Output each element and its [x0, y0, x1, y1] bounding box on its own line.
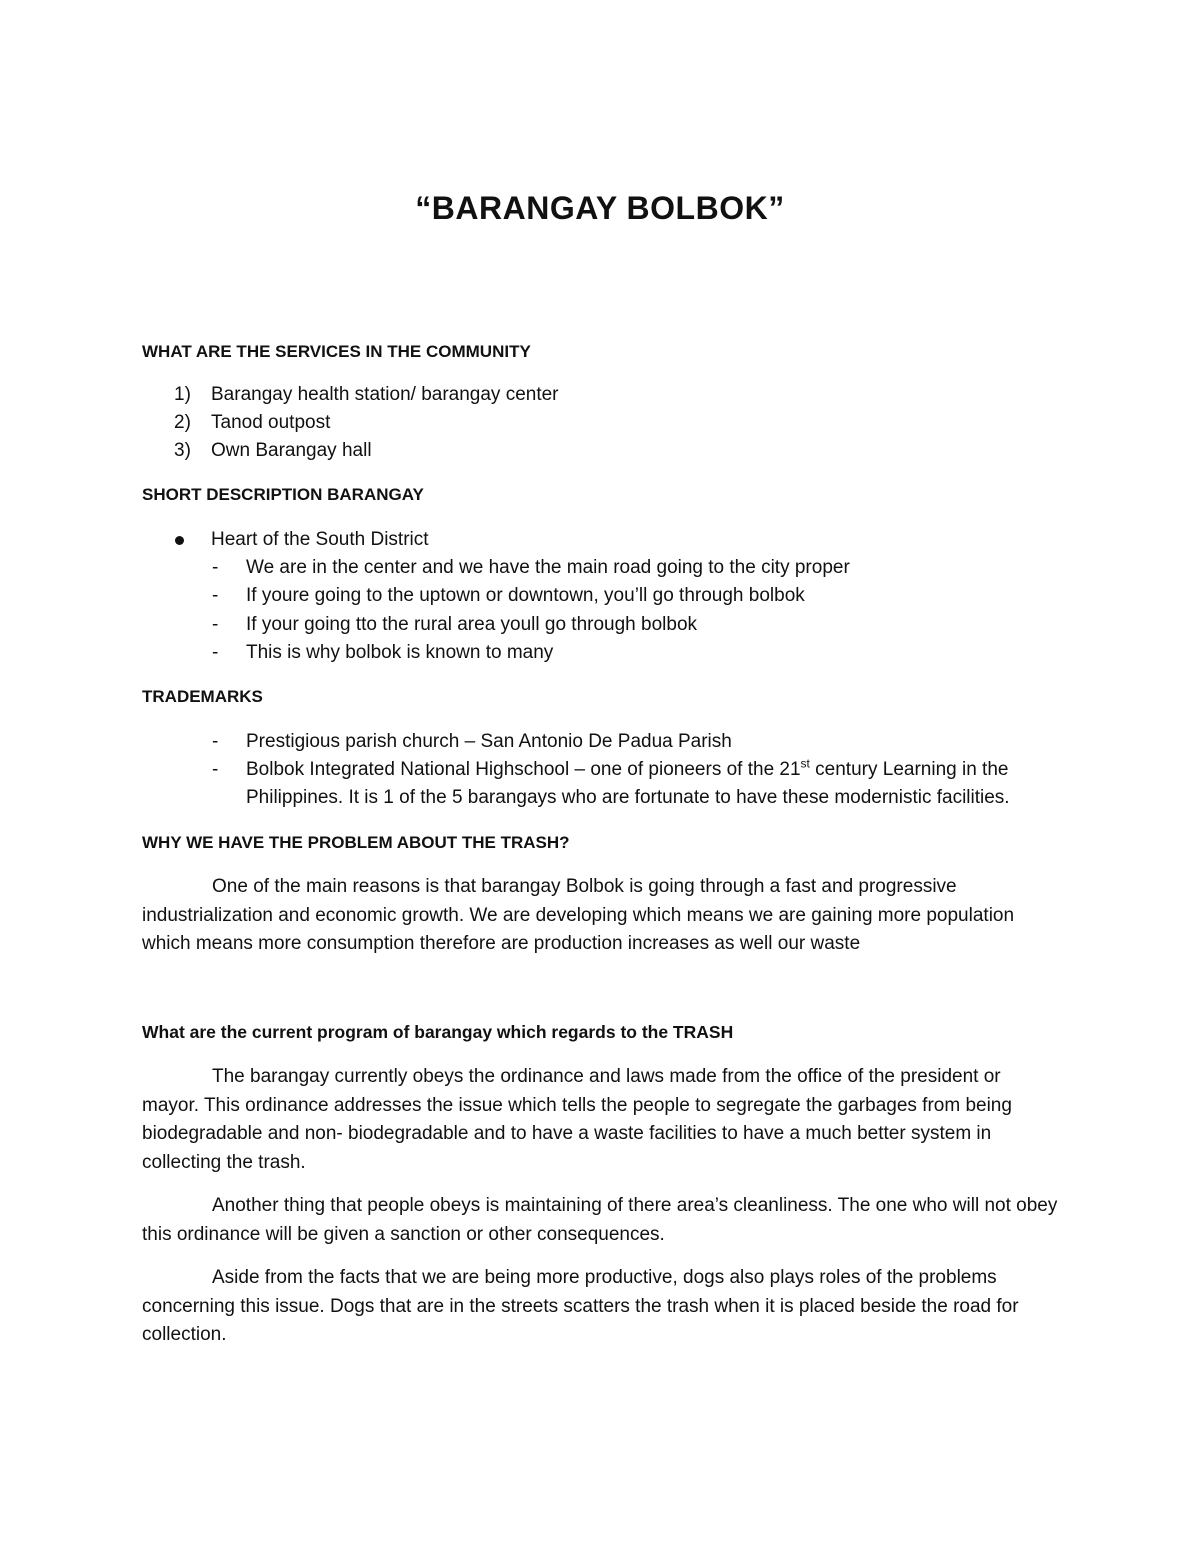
dash-marker: -	[212, 557, 219, 578]
dash-marker: -	[212, 614, 219, 635]
description-heading: SHORT DESCRIPTION BARANGAY	[142, 485, 424, 504]
current-program-paragraph-2: Another thing that people obeys is maintaining of there area’s cleanliness. The one who will not obey this ordinance will be given a sanction or other consequences.	[142, 1195, 1058, 1245]
current-program-heading: What are the current program of barangay which regards to the TRASH	[142, 1022, 734, 1042]
dash-marker: -	[212, 759, 219, 780]
trademarks-heading: TRADEMARKS	[142, 687, 263, 706]
dash-marker: -	[212, 585, 219, 606]
list-item-text	[246, 758, 1008, 782]
list-item-text: If youre going to the uptown or downtown, you’ll go through bolbok	[246, 585, 805, 606]
list-number: 3)	[174, 440, 191, 461]
dash-marker: -	[212, 731, 219, 752]
list-item-text: Tanod outpost	[211, 412, 331, 433]
list-item-continuation: Philippines. It is 1 of the 5 barangays who are fortunate to have these modernistic facilities.	[246, 787, 1010, 808]
ordinal-suffix: st	[800, 756, 810, 771]
current-program-paragraph-3: Aside from the facts that we are being more productive, dogs also plays roles of the problems concerning this issue. Dogs that are in the streets scatters the trash when it is placed beside the road for collection.	[142, 1267, 1019, 1345]
bullet-icon	[175, 536, 184, 545]
trash-problem-heading: WHY WE HAVE THE PROBLEM ABOUT THE TRASH?	[142, 833, 570, 852]
services-heading: WHAT ARE THE SERVICES IN THE COMMUNITY	[142, 342, 531, 361]
list-item-text-part: century Learning in the	[809, 759, 1009, 780]
list-item-text: Barangay health station/ barangay center	[211, 384, 559, 405]
document-title: “BARANGAY BOLBOK”	[415, 190, 785, 226]
trash-problem-paragraph: One of the main reasons is that barangay Bolbok is going through a fast and progressive industrialization and economic growth. We are developing which means we are gaining more population which means more consumption therefore are production increases as well our waste	[142, 876, 1015, 954]
list-item-text: If your going tto the rural area youll go through bolbok	[246, 614, 698, 635]
list-item-text: We are in the center and we have the main road going to the city proper	[246, 557, 850, 578]
dash-marker: -	[212, 642, 219, 663]
list-item-text: Prestigious parish church – San Antonio De Padua Parish	[246, 731, 732, 752]
list-number: 1)	[174, 384, 191, 405]
list-item-text-part: Bolbok Integrated National Highschool – one of pioneers of the 21	[246, 759, 801, 780]
list-item-text: Own Barangay hall	[211, 440, 372, 461]
current-program-paragraph-1: The barangay currently obeys the ordinance and laws made from the office of the president or mayor. This ordinance addresses the issue which tells the people to segregate the garbages from being biodegradable and non- biodegradable and to have a waste facilities to have a much better system in collecting the trash.	[142, 1066, 1012, 1173]
list-number: 2)	[174, 412, 191, 433]
list-item-text: This is why bolbok is known to many	[246, 642, 554, 663]
list-item-text: Heart of the South District	[211, 529, 429, 550]
